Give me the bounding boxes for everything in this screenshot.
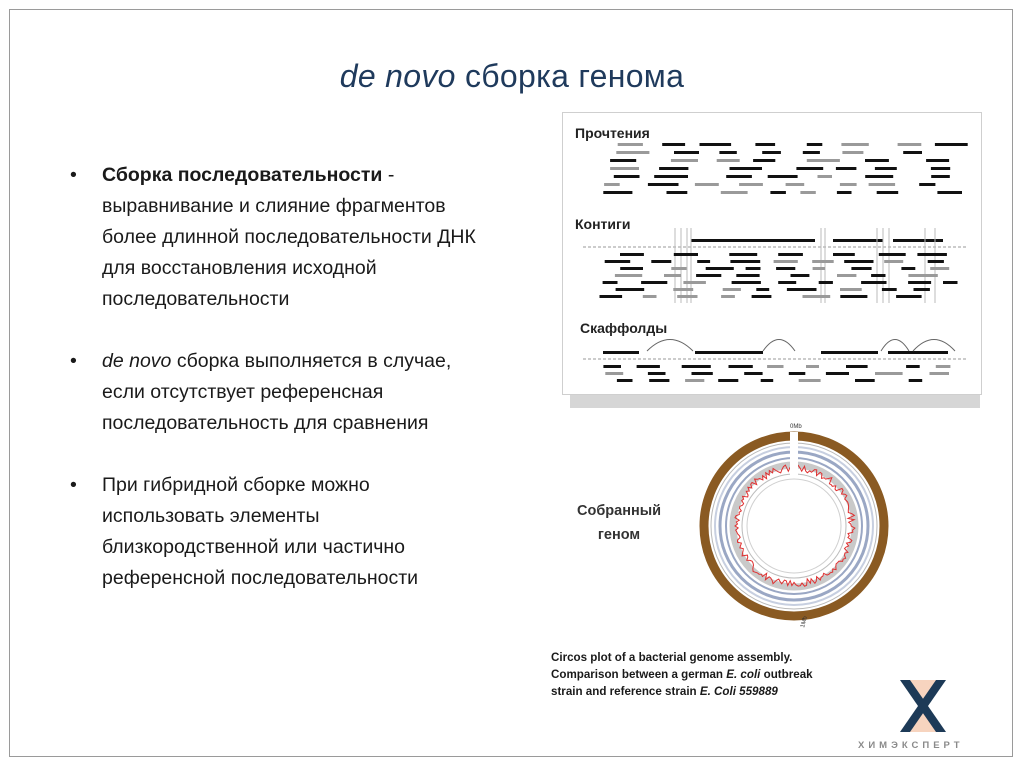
contig-read: [778, 281, 796, 284]
contig-read: [620, 253, 644, 256]
title-rest: сборка генома: [455, 58, 685, 94]
contig-read: [896, 295, 922, 298]
read-segment: [762, 151, 781, 154]
read-segment: [604, 183, 620, 186]
scaffold-bar: [695, 351, 763, 354]
scaffold-read: [767, 365, 783, 368]
contig-read: [776, 267, 795, 270]
contig-read: [697, 260, 710, 263]
scaffold-read: [855, 379, 875, 382]
read-segment: [919, 183, 935, 186]
contig-read: [943, 281, 958, 284]
caption-line: [551, 666, 881, 683]
contig-read: [851, 267, 871, 270]
read-segment: [662, 143, 685, 146]
scaffold-read: [649, 379, 669, 382]
scaffold-read: [682, 365, 711, 368]
bullet-text: сборка выполняется в случае, если отсутствует референсная последовательность для сравнения: [102, 350, 452, 434]
bullet-list: [70, 160, 490, 594]
contig-read: [928, 260, 944, 263]
contig-read: [746, 267, 761, 270]
contig-read: [819, 281, 833, 284]
caption-species: E. coli: [726, 668, 761, 681]
circos-tick-label: 1Mb: [800, 615, 809, 629]
scaffold-link: [881, 340, 909, 352]
contig-bar: [703, 239, 815, 242]
title-italic: de novo: [339, 58, 456, 94]
read-segment: [837, 191, 852, 194]
contig-read: [723, 288, 741, 291]
scaffold-read: [909, 379, 923, 382]
scaffold-read: [718, 379, 738, 382]
contig-read: [914, 288, 930, 291]
contig-read: [884, 260, 903, 263]
read-segment: [614, 175, 640, 178]
read-segment: [931, 167, 950, 170]
read-segment: [616, 151, 649, 154]
scaffold-read: [906, 365, 920, 368]
scaffold-read: [799, 379, 821, 382]
contig-read: [882, 288, 897, 291]
contig-read: [787, 288, 817, 291]
caption-species: E. Coli 559889: [699, 685, 778, 698]
scaffold-read: [936, 365, 951, 368]
read-segment: [667, 191, 688, 194]
read-segment: [800, 191, 815, 194]
scaffold-read: [875, 372, 903, 375]
contig-read: [840, 288, 862, 291]
read-segment: [700, 143, 732, 146]
contig-read: [721, 295, 735, 298]
read-segment: [610, 167, 639, 170]
scaffold-read: [637, 365, 660, 368]
circos-plot: [694, 420, 894, 630]
contig-read: [879, 253, 906, 256]
scaffold-read: [930, 372, 950, 375]
circos-tick-label: 0Mb: [790, 424, 802, 430]
contig-read: [729, 253, 757, 256]
contig-read: [833, 253, 855, 256]
scaffold-read: [603, 365, 621, 368]
slide-title: [0, 58, 1024, 95]
contig-read: [812, 260, 834, 263]
read-segment: [869, 183, 896, 186]
contig-read: [605, 260, 631, 263]
caption-text: outbreak: [760, 668, 813, 681]
contig-read: [651, 260, 671, 263]
read-segment: [842, 151, 863, 154]
read-segment: [931, 175, 950, 178]
scaffold-read: [761, 379, 774, 382]
contig-read: [732, 281, 761, 284]
bullet-text: - выравнивание и слияние фрагментов более длинной последовательности ДНК для восстановления исходной последовательности: [102, 164, 476, 310]
read-segment: [654, 175, 688, 178]
read-segment: [935, 143, 968, 146]
read-segment: [875, 167, 897, 170]
circos-gap: [790, 432, 798, 478]
contig-read: [683, 281, 706, 284]
logo-text: ХИМЭКСПЕРТ: [858, 740, 964, 751]
contig-read: [674, 253, 698, 256]
scaffold-read: [789, 372, 806, 375]
assembled-genome-label: [562, 499, 676, 547]
read-segment: [695, 183, 719, 186]
contig-read: [641, 281, 667, 284]
scaffold-read: [846, 365, 868, 368]
read-segment: [898, 143, 922, 146]
contig-read: [774, 260, 798, 263]
bullet-item: [70, 346, 490, 439]
read-segment: [721, 191, 748, 194]
scaffolds-label: Скаффолды: [580, 320, 668, 336]
bullet-text: При гибридной сборке можно использовать элементы близкородственной или частично референсной последовательности: [102, 474, 419, 589]
read-segment: [807, 143, 823, 146]
read-segment: [877, 191, 899, 194]
scaffold-read: [648, 372, 666, 375]
contig-read: [917, 253, 947, 256]
read-segment: [796, 167, 823, 170]
read-segment: [726, 175, 752, 178]
read-segment: [926, 159, 949, 162]
contig-read: [803, 295, 831, 298]
contig-read: [673, 288, 693, 291]
read-segment: [803, 151, 820, 154]
scaffold-read: [744, 372, 762, 375]
read-segment: [903, 151, 922, 154]
contig-read: [861, 281, 886, 284]
scaffold-read: [617, 379, 633, 382]
contig-read: [677, 295, 697, 298]
genome-label-line: геном: [597, 527, 641, 543]
contig-read: [706, 267, 734, 270]
read-segment: [807, 159, 840, 162]
scaffold-bar: [821, 351, 878, 354]
contig-read: [908, 274, 937, 277]
caption-text: strain and reference strain: [551, 685, 700, 698]
scaffold-read: [692, 372, 713, 375]
bullet-item: [70, 160, 490, 315]
contig-read: [600, 295, 623, 298]
read-segment: [768, 175, 798, 178]
bullet-item: [70, 470, 490, 594]
contig-read: [643, 295, 657, 298]
scaffold-link: [647, 340, 693, 352]
read-segment: [719, 151, 736, 154]
read-segment: [770, 191, 786, 194]
read-segment: [674, 151, 699, 154]
contig-read: [901, 267, 915, 270]
read-segment: [755, 143, 775, 146]
read-segment: [818, 175, 833, 178]
scaffold-read: [685, 379, 704, 382]
contig-read: [730, 260, 760, 263]
caption-line: Circos plot of a bacterial genome assembly.: [551, 651, 793, 664]
scaffold-read: [729, 365, 753, 368]
scaffold-read: [826, 372, 849, 375]
read-segment: [840, 183, 857, 186]
scaffold-read: [605, 372, 623, 375]
contig-read: [791, 274, 810, 277]
contig-bar: [833, 239, 883, 242]
contig-read: [778, 253, 803, 256]
scaffold-link: [763, 340, 795, 352]
read-segment: [603, 191, 632, 194]
read-segment: [786, 183, 805, 186]
read-segment: [717, 159, 740, 162]
contig-read: [603, 281, 618, 284]
contig-read: [616, 288, 645, 291]
contig-read: [840, 295, 867, 298]
contigs-label: Контиги: [575, 216, 631, 232]
contig-read: [620, 267, 643, 270]
assembly-figure: [562, 112, 982, 395]
read-segment: [753, 159, 775, 162]
scaffold-link: [913, 340, 955, 352]
assembly-diagram: [563, 113, 981, 394]
contig-read: [752, 295, 772, 298]
bullet-lead-italic: de novo: [102, 350, 172, 372]
contig-read: [664, 274, 681, 277]
read-segment: [648, 183, 679, 186]
scaffold-bar: [888, 351, 948, 354]
contig-read: [736, 274, 759, 277]
read-segment: [937, 191, 962, 194]
read-segment: [618, 143, 643, 146]
scaffold-bar: [603, 351, 639, 354]
circos-center: [747, 479, 841, 573]
read-segment: [865, 175, 893, 178]
read-segment: [865, 159, 889, 162]
scaffold-read: [806, 365, 819, 368]
contig-read: [837, 274, 856, 277]
genome-label-line: Собранный: [576, 503, 662, 519]
contig-read: [756, 288, 769, 291]
read-segment: [671, 159, 698, 162]
contig-read: [844, 260, 873, 263]
read-segment: [610, 159, 636, 162]
contig-read: [696, 274, 721, 277]
read-segment: [836, 167, 857, 170]
contig-read: [908, 281, 931, 284]
contig-read: [615, 274, 642, 277]
contig-read: [671, 267, 686, 270]
contig-read: [930, 267, 949, 270]
contig-read: [871, 274, 885, 277]
caption-line: [551, 683, 881, 700]
read-segment: [739, 183, 763, 186]
read-segment: [841, 143, 868, 146]
company-logo: [888, 676, 958, 736]
reads-label: Прочтения: [575, 125, 650, 141]
contig-read: [813, 267, 826, 270]
read-segment: [730, 167, 763, 170]
bullet-lead-bold: Сборка последовательности: [102, 164, 383, 186]
read-segment: [659, 167, 688, 170]
figure-caption: [551, 649, 881, 700]
caption-text: Comparison between a german: [551, 668, 727, 681]
